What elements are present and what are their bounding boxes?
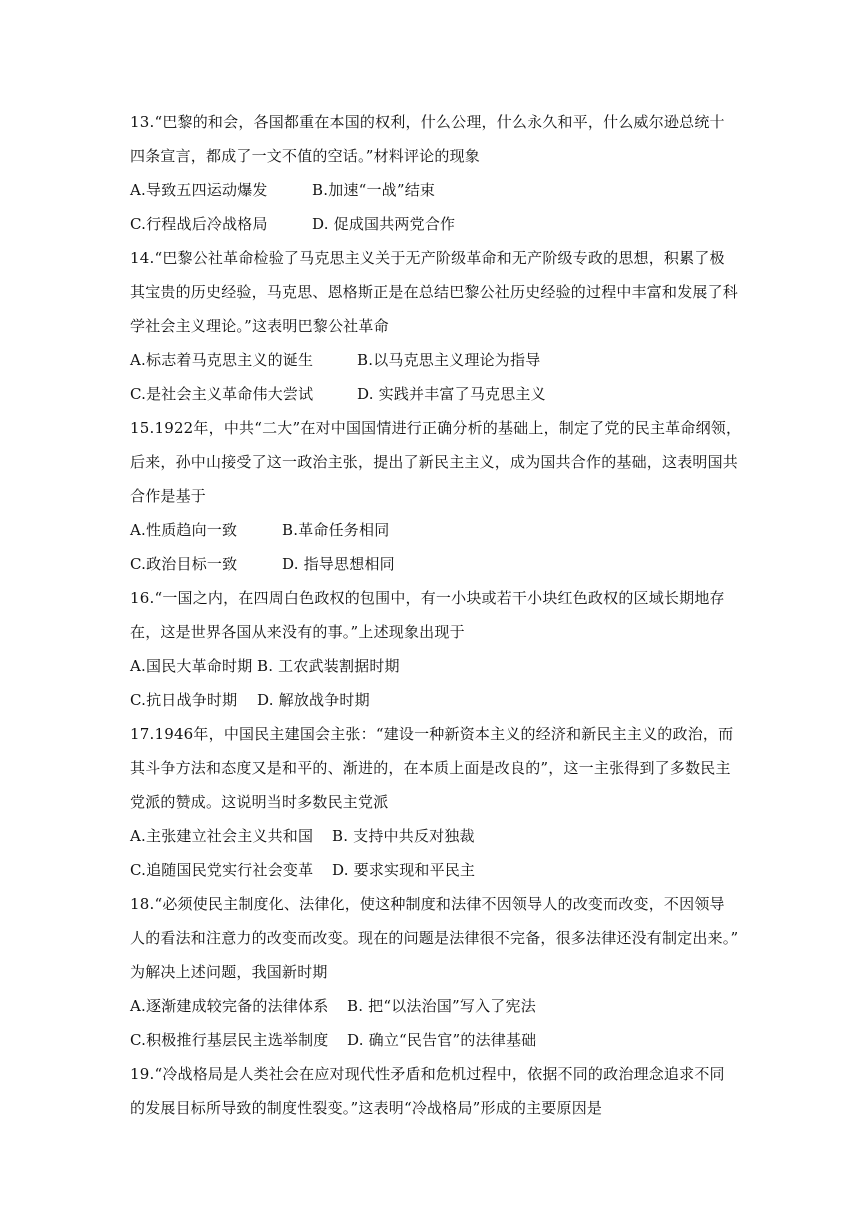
- question-17-line-2: 其斗争方法和态度又是和平的、渐进的，在本质上面是改良的”，这一主张得到了多数民主: [130, 759, 731, 777]
- option-b: B. 支持中共反对独裁: [332, 827, 475, 845]
- question-18-line-1: 18.“必须使民主制度化、法律化，使这种制度和法律不因领导人的改变而改变，不因领导: [130, 895, 725, 913]
- question-16-line-2: 在，这是世界各国从来没有的事。”上述现象出现于: [130, 623, 465, 641]
- question-19-line-1: 19.“冷战格局是人类社会在应对现代性矛盾和危机过程中，依据不同的政治理念追求不同: [130, 1065, 725, 1083]
- option-a: A.标志着马克思主义的诞生: [130, 351, 314, 369]
- option-c: C.是社会主义革命伟大尝试: [130, 385, 314, 403]
- question-18-line-2: 人的看法和注意力的改变而改变。现在的问题是法律很不完备，很多法律还没有制定出来。”: [130, 929, 739, 947]
- question-18-options-row-1: [130, 996, 770, 1016]
- option-b: B. 工农武装割据时期: [257, 657, 400, 675]
- option-d: D. 解放战争时期: [257, 691, 370, 709]
- option-b: B.加速“一战”结束: [312, 181, 436, 199]
- question-17-line-1: 17.1946年，中国民主建国会主张：“建设一种新资本主义的经济和新民主主义的政治，而: [130, 725, 734, 743]
- question-16-line-1: 16.“一国之内，在四周白色政权的包围中，有一小块或若干小块红色政权的区域长期地存: [130, 589, 725, 607]
- option-a: A.主张建立社会主义共和国: [130, 827, 314, 845]
- option-c: C.政治目标一致: [130, 555, 238, 573]
- question-15-line-1: 15.1922年，中共“二大”在对中国国情进行正确分析的基础上，制定了党的民主革命纲领，: [130, 419, 742, 437]
- question-14-line-2: 其宝贵的历史经验，马克思、恩格斯正是在总结巴黎公社历史经验的过程中丰富和发展了科: [130, 283, 739, 301]
- option-d: D. 确立“民告官”的法律基础: [347, 1031, 537, 1049]
- question-13-options-row-1: [130, 180, 770, 200]
- question-16-options-row-1: [130, 656, 770, 676]
- question-14-options-row-2: [130, 384, 770, 404]
- option-d: D. 指导思想相同: [282, 555, 395, 573]
- option-d: D. 促成国共两党合作: [312, 215, 456, 233]
- question-14-line-3: 学社会主义理论。”这表明巴黎公社革命: [130, 317, 389, 335]
- question-14-options-row-1: [130, 350, 770, 370]
- option-b: B.以马克思主义理论为指导: [357, 351, 541, 369]
- option-a: A.性质趋向一致: [130, 521, 238, 539]
- option-c: C.抗日战争时期: [130, 691, 238, 709]
- option-a: A.逐渐建成较完备的法律体系: [130, 997, 329, 1015]
- question-16-options-row-2: [130, 690, 770, 710]
- question-17-options-row-1: [130, 826, 770, 846]
- option-a: A.导致五四运动爆发: [130, 181, 268, 199]
- question-15-line-3: 合作是基于: [130, 487, 207, 505]
- option-c: C.追随国民党实行社会变革: [130, 861, 314, 879]
- option-c: C.积极推行基层民主选举制度: [130, 1031, 329, 1049]
- option-a: A.国民大革命时期: [130, 657, 253, 675]
- question-17-line-3: 党派的赞成。这说明当时多数民主党派: [130, 793, 389, 811]
- question-13-line-1: 13.“巴黎的和会，各国都重在本国的权利，什么公理，什么永久和平，什么威尔逊总统十: [130, 113, 725, 131]
- question-17-options-row-2: [130, 860, 770, 880]
- question-18-line-3: 为解决上述问题，我国新时期: [130, 963, 328, 981]
- question-18-options-row-2: [130, 1030, 770, 1050]
- question-15-options-row-2: [130, 554, 770, 574]
- question-13-line-2: 四条宣言，都成了一文不值的空话。”材料评论的现象: [130, 147, 480, 165]
- option-d: D. 要求实现和平民主: [332, 861, 476, 879]
- question-14-line-1: 14.“巴黎公社革命检验了马克思主义关于无产阶级革命和无产阶级专政的思想，积累了极: [130, 249, 725, 267]
- question-19-line-2: 的发展目标所导致的制度性裂变。”这表明“冷战格局”形成的主要原因是: [130, 1099, 603, 1117]
- option-b: B. 把“以法治国”写入了宪法: [347, 997, 536, 1015]
- question-15-line-2: 后来，孙中山接受了这一政治主张，提出了新民主主义，成为国共合作的基础，这表明国共: [130, 453, 739, 471]
- option-b: B.革命任务相同: [282, 521, 390, 539]
- question-15-options-row-1: [130, 520, 770, 540]
- question-13-options-row-2: [130, 214, 770, 234]
- option-c: C.行程战后冷战格局: [130, 215, 268, 233]
- option-d: D. 实践并丰富了马克思主义: [357, 385, 546, 403]
